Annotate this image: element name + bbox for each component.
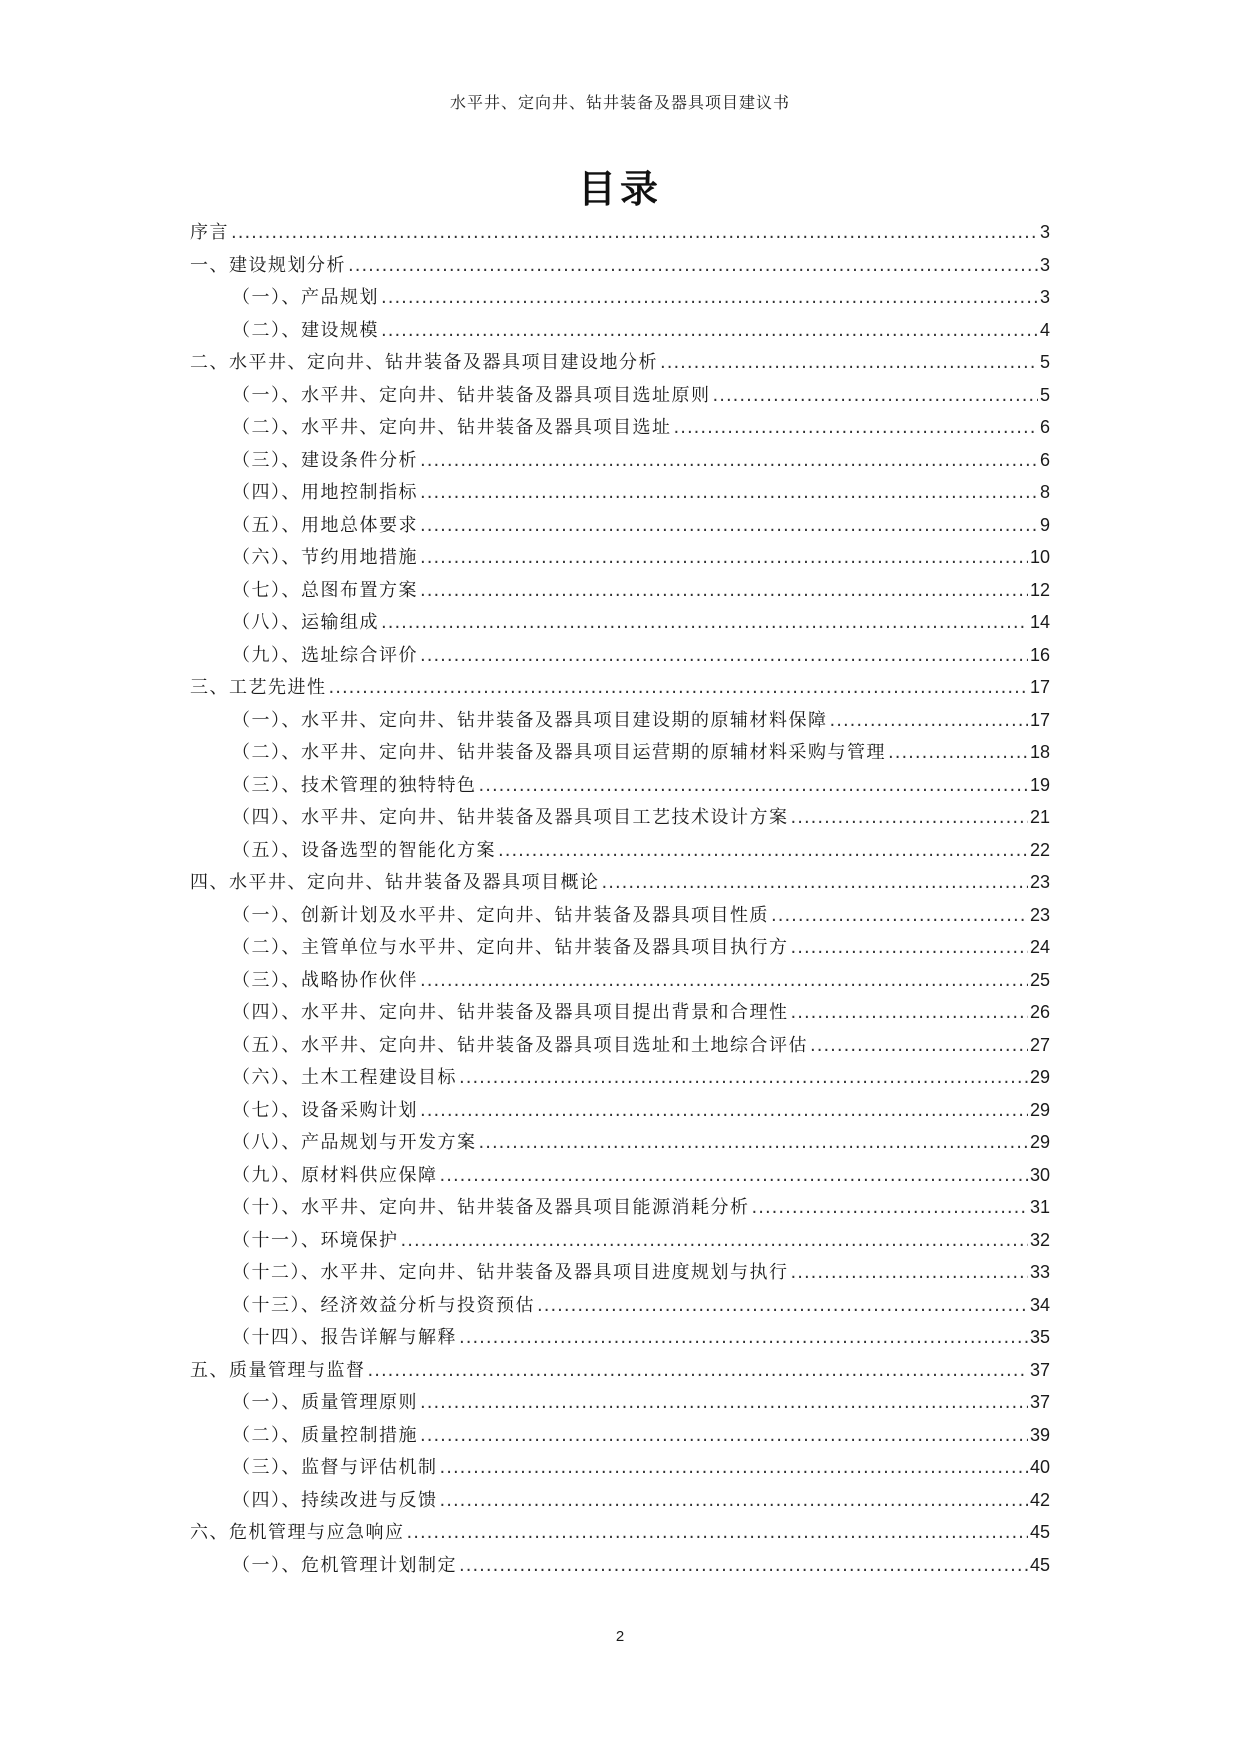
toc-entry[interactable] (190, 673, 1050, 706)
toc-entry[interactable] (190, 1096, 1050, 1129)
toc-dot-leader (329, 677, 1028, 698)
toc-entry-label: （一）、创新计划及水平井、定向井、钻井装备及器具项目性质 (232, 904, 769, 926)
toc-entry-page: 33 (1029, 1262, 1050, 1282)
toc-entry-page: 31 (1029, 1197, 1050, 1217)
toc-entry-page: 6 (1039, 449, 1050, 470)
toc-entry-label: 序言 (190, 222, 229, 243)
toc-entry-label: （十四）、报告详解与解释 (232, 1327, 457, 1348)
toc-entry-page: 10 (1029, 547, 1050, 567)
toc-entry-page: 17 (1029, 709, 1050, 730)
toc-entry-label: （三）、建设条件分析 (232, 449, 418, 471)
toc-entry-label: （四）、持续改进与反馈 (232, 1489, 438, 1511)
toc-entry-page: 23 (1029, 872, 1050, 892)
toc-entry-label: （一）、质量管理原则 (232, 1392, 418, 1413)
toc-entry[interactable] (190, 283, 1050, 316)
toc-dot-leader (440, 1165, 1028, 1186)
toc-entry-label: （十一）、环境保护 (232, 1229, 399, 1251)
toc-dot-leader (381, 287, 1038, 308)
toc-entry[interactable] (190, 348, 1050, 381)
toc-dot-leader (381, 320, 1038, 341)
toc-dot-leader (401, 1230, 1028, 1251)
toc-entry[interactable] (190, 1518, 1050, 1551)
toc-entry-page: 14 (1029, 612, 1050, 632)
toc-dot-leader (368, 1360, 1028, 1381)
toc-entry-label: （九）、原材料供应保障 (232, 1164, 438, 1186)
toc-dot-leader (420, 1425, 1028, 1446)
toc-entry[interactable] (190, 641, 1050, 674)
toc-dot-leader (348, 255, 1038, 276)
toc-entry-label: （一）、水平井、定向井、钻井装备及器具项目建设期的原辅材料保障 (232, 709, 828, 731)
toc-dot-leader (660, 352, 1038, 373)
toc-entry-label: （四）、用地控制指标 (232, 482, 418, 503)
toc-title: 目录 (577, 167, 662, 211)
toc-entry-label: （七）、设备采购计划 (232, 1099, 418, 1121)
toc-entry-label: （五）、用地总体要求 (232, 514, 418, 536)
toc-entry-label: （二）、建设规模 (232, 319, 379, 341)
toc-entry-label: 四、水平井、定向井、钻井装备及器具项目概论 (190, 872, 600, 893)
toc-dot-leader (420, 515, 1038, 536)
toc-entry[interactable] (190, 868, 1050, 901)
toc-entry-page: 29 (1029, 1067, 1050, 1087)
toc-entry-label: （二）、主管单位与水平井、定向井、钻井装备及器具项目执行方 (232, 937, 789, 958)
toc-entry[interactable] (190, 1128, 1050, 1161)
toc-dot-leader (791, 807, 1028, 828)
toc-entry-page: 22 (1029, 839, 1050, 860)
toc-entry[interactable] (190, 381, 1050, 414)
toc-dot-leader (420, 645, 1028, 666)
toc-dot-leader (420, 450, 1038, 471)
toc-dot-leader (602, 872, 1028, 893)
toc-entry-page: 5 (1039, 384, 1050, 405)
toc-entry-page: 19 (1029, 774, 1050, 795)
toc-entry-page: 9 (1039, 514, 1050, 535)
toc-entry[interactable] (190, 316, 1050, 349)
toc-entry-label: （一）、水平井、定向井、钻井装备及器具项目选址原则 (232, 384, 711, 406)
toc-dot-leader (752, 1197, 1028, 1218)
toc-dot-leader (420, 1100, 1028, 1121)
toc-entry-page: 35 (1029, 1327, 1050, 1347)
toc-dot-leader (674, 417, 1038, 438)
toc-dot-leader (498, 840, 1028, 861)
toc-entry-label: （三）、监督与评估机制 (232, 1457, 438, 1478)
toc-entry-label: 二、水平井、定向井、钻井装备及器具项目建设地分析 (190, 352, 658, 373)
toc-dot-leader (791, 1002, 1028, 1023)
toc-entry-label: （二）、质量控制措施 (232, 1424, 418, 1446)
toc-dot-leader (420, 482, 1038, 503)
toc-entry[interactable] (190, 706, 1050, 739)
toc-entry-label: （四）、水平井、定向井、钻井装备及器具项目工艺技术设计方案 (232, 807, 789, 828)
toc-entry-page: 5 (1039, 352, 1050, 372)
toc-list (190, 218, 1050, 1583)
toc-entry-label: 三、工艺先进性 (190, 677, 327, 698)
toc-entry-label: （八）、产品规划与开发方案 (232, 1132, 477, 1153)
toc-entry[interactable] (190, 966, 1050, 999)
toc-entry[interactable] (190, 803, 1050, 836)
toc-entry[interactable] (190, 1486, 1050, 1519)
toc-entry[interactable] (190, 1193, 1050, 1226)
toc-entry-page: 30 (1029, 1164, 1050, 1185)
toc-entry-label: （十）、水平井、定向井、钻井装备及器具项目能源消耗分析 (232, 1197, 750, 1218)
toc-entry-page: 3 (1039, 287, 1050, 307)
toc-dot-leader (459, 1327, 1028, 1348)
toc-entry[interactable] (190, 1323, 1050, 1356)
toc-entry[interactable] (190, 933, 1050, 966)
toc-entry[interactable] (190, 998, 1050, 1031)
toc-entry[interactable] (190, 1063, 1050, 1096)
toc-entry[interactable] (190, 1388, 1050, 1421)
toc-entry-label: （八）、运输组成 (232, 612, 379, 633)
toc-entry-label: （二）、水平井、定向井、钻井装备及器具项目运营期的原辅材料采购与管理 (232, 742, 886, 763)
toc-entry[interactable] (190, 836, 1050, 869)
toc-dot-leader (479, 775, 1028, 796)
page-number: 2 (615, 1628, 625, 1645)
toc-entry-label: （一）、产品规划 (232, 287, 379, 308)
toc-entry[interactable] (190, 511, 1050, 544)
toc-entry-label: 六、危机管理与应急响应 (190, 1522, 405, 1543)
toc-entry-page: 34 (1029, 1294, 1050, 1315)
toc-entry[interactable] (190, 1161, 1050, 1194)
toc-dot-leader (459, 1067, 1028, 1088)
toc-dot-leader (407, 1522, 1028, 1543)
toc-entry-label: （四）、水平井、定向井、钻井装备及器具项目提出背景和合理性 (232, 1002, 789, 1023)
toc-entry-page: 3 (1039, 222, 1050, 242)
toc-dot-leader (231, 222, 1038, 243)
toc-entry-label: （六）、土木工程建设目标 (232, 1067, 457, 1088)
toc-entry[interactable] (190, 1291, 1050, 1324)
toc-entry-label: （七）、总图布置方案 (232, 579, 418, 601)
toc-dot-leader (479, 1132, 1028, 1153)
toc-entry-label: （十二）、水平井、定向井、钻井装备及器具项目进度规划与执行 (232, 1262, 789, 1283)
toc-entry[interactable] (190, 738, 1050, 771)
toc-entry[interactable] (190, 1421, 1050, 1454)
toc-dot-leader (420, 970, 1028, 991)
toc-entry-label: （五）、水平井、定向井、钻井装备及器具项目选址和土地综合评估 (232, 1034, 808, 1056)
toc-dot-leader (440, 1457, 1028, 1478)
toc-entry-label: 一、建设规划分析 (190, 254, 346, 276)
toc-entry-page: 23 (1029, 904, 1050, 925)
running-header: 水平井、定向井、钻井装备及器具项目建议书 (449, 93, 790, 112)
toc-entry[interactable] (190, 1356, 1050, 1389)
toc-dot-leader (420, 580, 1028, 601)
toc-entry-page: 45 (1029, 1522, 1050, 1542)
toc-entry-page: 25 (1029, 969, 1050, 990)
toc-entry-page: 17 (1029, 677, 1050, 697)
toc-entry[interactable] (190, 1258, 1050, 1291)
toc-entry-page: 6 (1039, 417, 1050, 437)
toc-entry-page: 40 (1029, 1457, 1050, 1477)
toc-entry-page: 26 (1029, 1002, 1050, 1022)
toc-entry[interactable] (190, 771, 1050, 804)
toc-entry-page: 21 (1029, 807, 1050, 827)
toc-entry-page: 27 (1029, 1034, 1050, 1055)
toc-dot-leader (440, 1490, 1028, 1511)
toc-dot-leader (420, 547, 1028, 568)
toc-entry[interactable] (190, 901, 1050, 934)
toc-entry-page: 3 (1039, 254, 1050, 275)
toc-entry-page: 24 (1029, 937, 1050, 957)
toc-entry-page: 45 (1029, 1554, 1050, 1575)
toc-entry-label: （三）、技术管理的独特特色 (232, 774, 477, 796)
toc-entry-page: 37 (1029, 1392, 1050, 1412)
toc-entry[interactable] (190, 1031, 1050, 1064)
toc-dot-leader (459, 1555, 1028, 1576)
toc-entry-page: 39 (1029, 1424, 1050, 1445)
toc-entry-page: 8 (1039, 482, 1050, 502)
toc-dot-leader (791, 937, 1028, 958)
toc-entry-label: 五、质量管理与监督 (190, 1359, 366, 1381)
toc-entry[interactable] (190, 1453, 1050, 1486)
toc-entry-label: （十三）、经济效益分析与投资预估 (232, 1294, 535, 1316)
toc-entry-label: （六）、节约用地措施 (232, 547, 418, 568)
toc-entry[interactable] (190, 251, 1050, 284)
toc-entry-label: （三）、战略协作伙伴 (232, 969, 418, 991)
toc-entry[interactable] (190, 413, 1050, 446)
toc-entry-page: 29 (1029, 1132, 1050, 1152)
toc-entry-page: 42 (1029, 1489, 1050, 1510)
toc-dot-leader (381, 612, 1028, 633)
toc-entry[interactable] (190, 576, 1050, 609)
toc-entry[interactable] (190, 543, 1050, 576)
toc-entry[interactable] (190, 1226, 1050, 1259)
toc-dot-leader (810, 1035, 1028, 1056)
toc-entry-page: 18 (1029, 742, 1050, 762)
toc-dot-leader (420, 1392, 1028, 1413)
toc-entry-label: （五）、设备选型的智能化方案 (232, 839, 496, 861)
toc-dot-leader (830, 710, 1028, 731)
toc-entry-label: （一）、危机管理计划制定 (232, 1554, 457, 1576)
toc-dot-leader (713, 385, 1038, 406)
toc-entry-page: 37 (1029, 1359, 1050, 1380)
toc-entry[interactable] (190, 218, 1050, 251)
toc-entry[interactable] (190, 608, 1050, 641)
toc-entry-page: 12 (1029, 579, 1050, 600)
toc-dot-leader (888, 742, 1028, 763)
toc-entry-page: 16 (1029, 644, 1050, 665)
toc-entry[interactable] (190, 478, 1050, 511)
toc-dot-leader (537, 1295, 1028, 1316)
toc-dot-leader (791, 1262, 1028, 1283)
toc-entry[interactable] (190, 1551, 1050, 1584)
toc-entry-page: 32 (1029, 1229, 1050, 1250)
toc-entry-page: 4 (1039, 319, 1050, 340)
toc-entry[interactable] (190, 446, 1050, 479)
toc-entry-label: （九）、选址综合评价 (232, 644, 418, 666)
toc-entry-page: 29 (1029, 1099, 1050, 1120)
toc-dot-leader (771, 905, 1028, 926)
toc-entry-label: （二）、水平井、定向井、钻井装备及器具项目选址 (232, 417, 672, 438)
